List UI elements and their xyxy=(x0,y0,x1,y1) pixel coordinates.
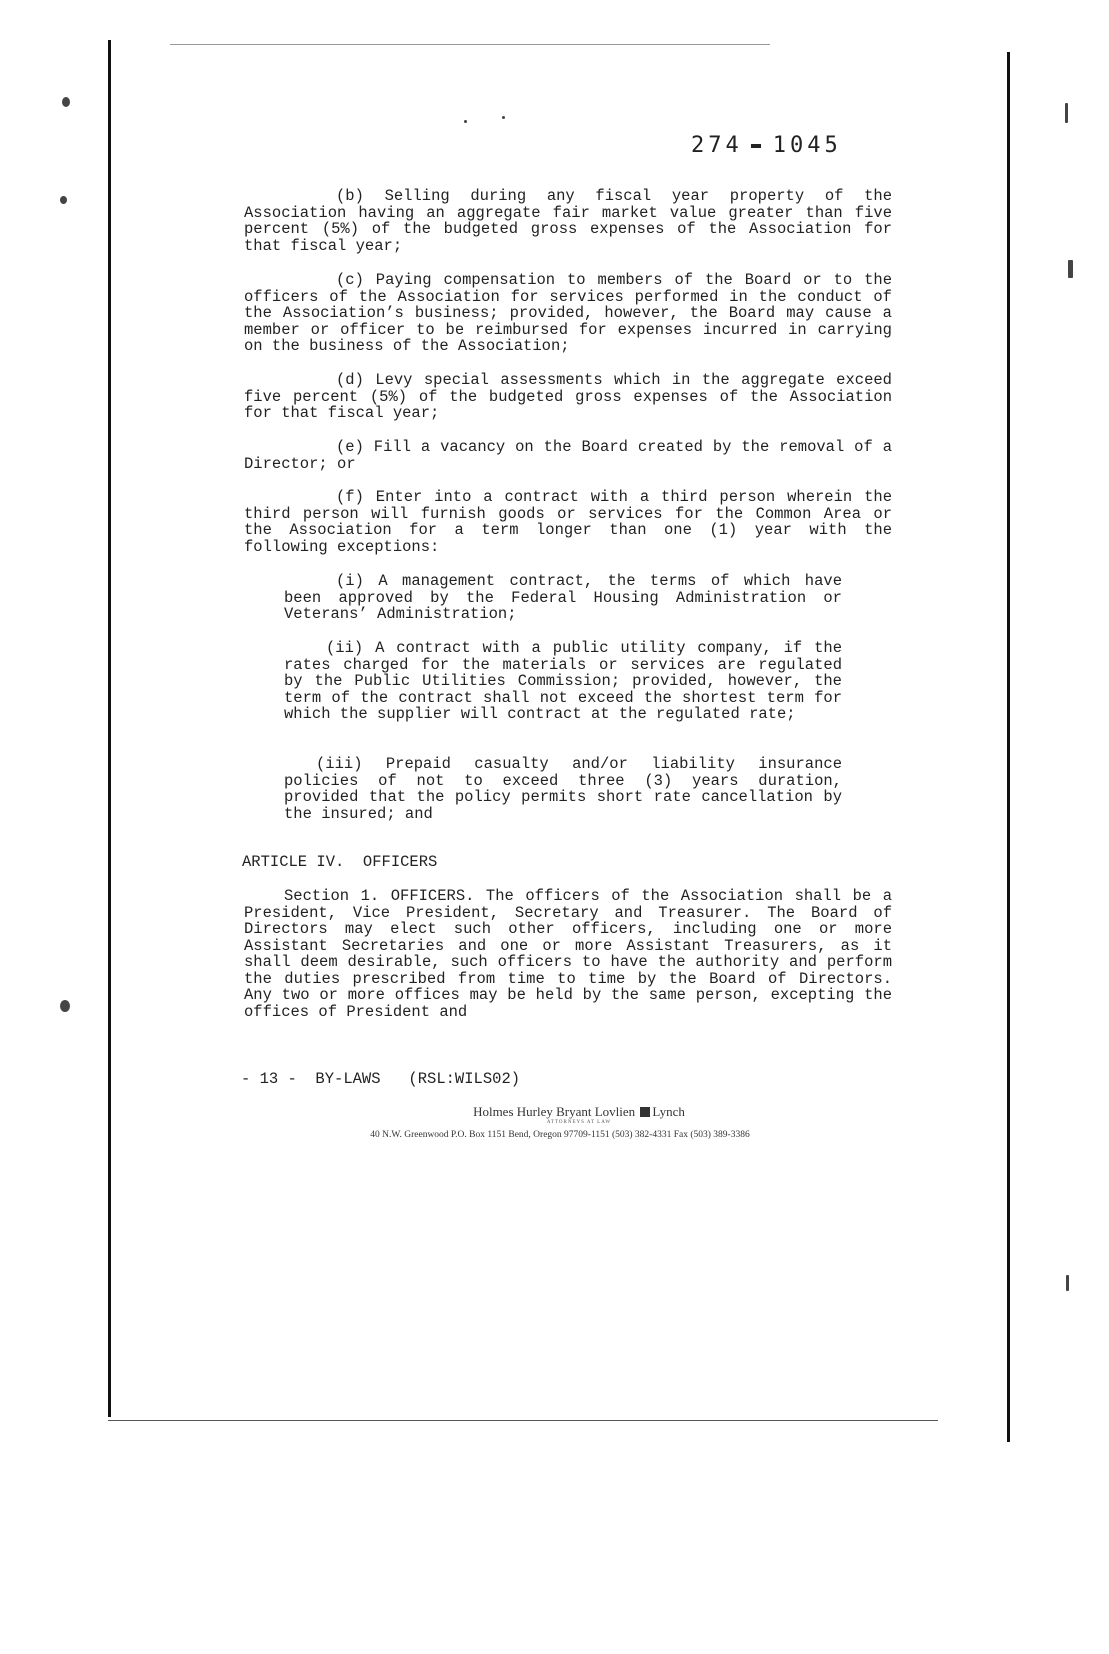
paragraph-d: (d) Levy special assessments which in the aggregate exceed five percent (5%) of the budgeted gross expenses of the Association for that fiscal year; xyxy=(244,371,892,422)
firm-subtitle: ATTORNEYS AT LAW xyxy=(546,1120,612,1125)
top-scan-edge xyxy=(170,44,770,45)
page-number-left: 274 xyxy=(691,133,743,158)
scan-speck xyxy=(1068,260,1073,278)
firm-name xyxy=(464,1104,694,1120)
paragraph-f: (f) Enter into a contract with a third person wherein the third person will furnish goods or services for the Common Area or the Association for a term longer than one (1) year with the following exceptions: xyxy=(244,488,892,556)
scan-speck xyxy=(1065,103,1068,123)
paragraph-c: (c) Paying compensation to members of the Board or to the officers of the Association for services performed in the conduct of the Association’s business; provided, however, the Board may cause a member or officer to be reimbursed for expenses incurred in carrying on the business of the Association; xyxy=(244,271,892,355)
firm-name-last: Lynch xyxy=(652,1104,685,1119)
section-1-paragraph: Section 1. OFFICERS. The officers of the Association shall be a President, Vice President, Secretary and Treasurer. The Board of Directors may elect such other officers, including one or more Assistant Secretaries and one or more Assistant Treasurers, as it shall deem desirable, such officers to have the authority and perform the duties prescribed from time to time by the Board of Directors. Any two or more offices may be held by the same person, excepting the offices of President and xyxy=(244,887,892,1021)
page-number-right: 1045 xyxy=(772,133,842,158)
firm-logo-mark xyxy=(640,1107,650,1117)
scan-speck xyxy=(1066,1275,1069,1291)
scan-speck xyxy=(60,1000,70,1012)
paragraph-ii: (ii) A contract with a public utility company, if the rates charged for the materials or services are regulated by the Public Utilities Commission; provided, however, the term of the contract shall not exceed the shortest term for which the supplier will contract at the regulated rate; xyxy=(284,639,842,723)
scan-speck xyxy=(60,196,67,204)
bottom-scan-edge xyxy=(108,1420,938,1421)
article-heading: ARTICLE IV. OFFICERS xyxy=(242,853,438,871)
paragraph-iii: (iii) Prepaid casualty and/or liability insurance policies of not to exceed three (3) years duration, provided that the policy permits short rate cancellation by the insured; and xyxy=(284,755,842,823)
firm-name-partners: Holmes Hurley Bryant Lovlien xyxy=(473,1104,636,1119)
footer-page-label: - 13 - BY-LAWS (RSL:WILS02) xyxy=(241,1070,521,1088)
scan-speck xyxy=(464,120,467,123)
firm-address: 40 N.W. Greenwood P.O. Box 1151 Bend, Oregon 97709-1151 (503) 382-4331 Fax (503) 389-3386 xyxy=(370,1130,750,1140)
paragraph-e: (e) Fill a vacancy on the Board created by the removal of a Director; or xyxy=(244,438,892,473)
page-number xyxy=(691,133,842,158)
paragraph-i: (i) A management contract, the terms of which have been approved by the Federal Housing Administration or Veterans’ Administration; xyxy=(284,572,842,623)
right-margin-rule xyxy=(1007,52,1010,1442)
page-number-separator xyxy=(751,144,761,148)
paragraph-b: (b) Selling during any fiscal year property of the Association having an aggregate fair market value greater than five percent (5%) of the budgeted gross expenses of the Association for that fiscal year; xyxy=(244,187,892,255)
scan-speck xyxy=(62,97,70,107)
left-margin-rule xyxy=(108,40,111,1417)
scan-speck xyxy=(502,116,505,119)
